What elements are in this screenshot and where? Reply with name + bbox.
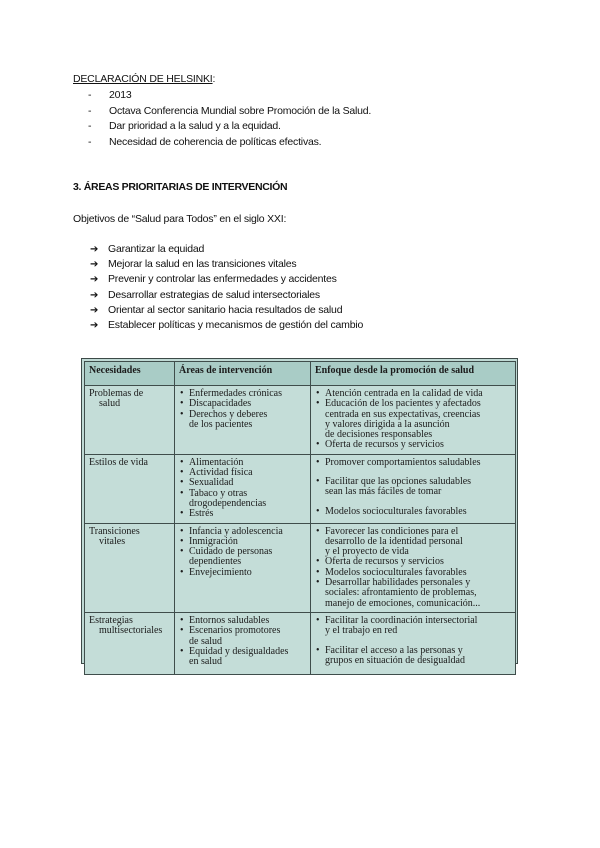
focus-cell xyxy=(311,454,516,523)
cell-line: • Sexualidad xyxy=(179,478,306,488)
cell-line: drogodependencias xyxy=(189,497,267,509)
cell-line: en salud xyxy=(189,656,223,668)
cell-line: multisectoriales xyxy=(99,625,163,637)
cell-line: • Promover comportamientos saludables xyxy=(315,458,511,468)
cell-line: • Envejecimiento xyxy=(179,568,306,578)
cell-line: • Cuidado de personas xyxy=(179,547,306,557)
cell-line: • Entornos saludables xyxy=(179,616,306,626)
cell-line: • Tabaco y otras xyxy=(179,489,306,499)
header-areas: Áreas de intervención xyxy=(175,362,311,386)
section-title: 3. ÁREAS PRIORITARIAS DE INTERVENCIÓN xyxy=(73,181,288,193)
list-item-text: Orientar al sector sanitario hacia resultados de salud xyxy=(108,303,343,316)
cell-line: de salud xyxy=(189,635,223,647)
needs-cell xyxy=(85,612,175,674)
focus-cell xyxy=(311,612,516,674)
cell-line: • Estrés xyxy=(179,509,306,519)
cell-line: • Equidad y desigualdades xyxy=(179,647,306,657)
intervention-table xyxy=(84,361,516,675)
list-item xyxy=(88,119,371,135)
objectives-intro: Objetivos de “Salud para Todos” en el siglo XXI: xyxy=(73,213,287,225)
cell-line: • Escenarios promotores xyxy=(179,626,306,636)
list-item-text: Garantizar la equidad xyxy=(108,243,205,255)
list-item xyxy=(88,135,371,151)
areas-cell xyxy=(175,386,311,455)
cell-line: • Inmigración xyxy=(179,537,306,547)
cell-line: manejo de emociones, comunicación... xyxy=(325,597,481,609)
dash-bullet: - xyxy=(88,89,92,101)
cell-line: sean las más fáciles de tomar xyxy=(325,486,442,498)
areas-cell xyxy=(175,612,311,674)
needs-cell xyxy=(85,523,175,612)
areas-cell xyxy=(175,523,311,612)
cell-line: desarrollo de la identidad personal xyxy=(325,535,463,547)
declaration-heading-colon: : xyxy=(212,73,216,85)
cell-line: sociales: afrontamiento de problemas, xyxy=(325,587,477,599)
cell-line: salud xyxy=(99,398,121,410)
list-item xyxy=(90,303,363,318)
cell-line: Estrategias xyxy=(89,614,133,626)
list-item xyxy=(90,272,363,287)
header-focus: Enfoque desde la promoción de salud xyxy=(311,362,516,386)
focus-cell xyxy=(311,386,516,455)
dash-bullet: - xyxy=(88,135,92,148)
list-item-text: Mejorar la salud en las transiciones vitales xyxy=(108,258,297,271)
cell-line: centrada en sus expectativas, creencias xyxy=(325,408,481,420)
cell-line: dependientes xyxy=(189,556,242,568)
cell-line: • Facilitar que las opciones saludables xyxy=(315,477,511,487)
arrow-right-icon: ➔ xyxy=(90,289,99,301)
declaration-list xyxy=(88,88,371,150)
cell-line: • Facilitar la coordinación intersectorial xyxy=(315,616,511,626)
cell-line: de decisiones responsables xyxy=(325,429,433,441)
cell-line: • Favorecer las condiciones para el xyxy=(315,527,511,537)
needs-cell xyxy=(85,454,175,523)
table-row xyxy=(85,612,516,674)
cell-line: • Discapacidades xyxy=(179,399,306,409)
declaration-heading-text: DECLARACIÓN DE HELSINKI xyxy=(73,73,213,85)
arrow-right-icon: ➔ xyxy=(90,244,99,255)
intervention-table-figure xyxy=(81,358,518,668)
cell-line: de los pacientes xyxy=(189,418,253,430)
areas-cell xyxy=(175,454,311,523)
cell-line: • Modelos socioculturales favorables xyxy=(315,507,511,517)
cell-line: vitales xyxy=(99,535,126,547)
table-row xyxy=(85,454,516,523)
list-item-text: Prevenir y controlar las enfermedades y accidentes xyxy=(108,273,337,286)
list-item-text: Establecer políticas y mecanismos de gestión del cambio xyxy=(108,318,364,331)
cell-line: • Desarrollar habilidades personales y xyxy=(315,578,511,588)
needs-cell xyxy=(85,386,175,455)
arrow-right-icon: ➔ xyxy=(90,304,99,316)
list-item xyxy=(88,104,371,120)
list-item-text: Dar prioridad a la salud y a la equidad. xyxy=(109,120,281,132)
cell-line: y valores dirigida a la asunción xyxy=(325,418,450,430)
list-item xyxy=(90,242,363,257)
table-header-row xyxy=(85,362,516,386)
cell-line: • Enfermedades crónicas xyxy=(179,389,306,399)
cell-line: • Infancia y adolescencia xyxy=(179,527,306,537)
list-item-text: Necesidad de coherencia de políticas efectivas. xyxy=(109,135,322,148)
list-item xyxy=(90,318,363,333)
cell-line: • Actividad física xyxy=(179,468,306,478)
cell-line: • Derechos y deberes xyxy=(179,410,306,420)
list-item-text: Desarrollar estrategias de salud intersectoriales xyxy=(108,288,320,301)
table-row xyxy=(85,523,516,612)
objectives-list xyxy=(90,242,363,333)
list-item-text: 2013 xyxy=(109,89,132,101)
header-needs: Necesidades xyxy=(85,362,175,386)
declaration-heading xyxy=(73,73,215,85)
list-item xyxy=(90,288,363,303)
cell-line: • Facilitar el acceso a las personas y xyxy=(315,646,511,656)
cell-line: y el proyecto de vida xyxy=(325,546,409,558)
cell-line: • Atención centrada en la calidad de vida xyxy=(315,389,511,399)
cell-line: • Oferta de recursos y servicios xyxy=(315,557,511,567)
arrow-right-icon: ➔ xyxy=(90,259,99,271)
dash-bullet: - xyxy=(88,104,92,117)
cell-line: • Modelos socioculturales favorables xyxy=(315,568,511,578)
cell-line: Problemas de xyxy=(89,388,144,399)
list-item xyxy=(90,257,363,272)
cell-line: grupos en situación de desigualdad xyxy=(325,654,465,666)
cell-line: • Alimentación xyxy=(179,458,306,468)
cell-line: • Educación de los pacientes y afectados xyxy=(315,399,511,409)
arrow-right-icon: ➔ xyxy=(90,274,99,286)
list-item-text: Octava Conferencia Mundial sobre Promoción de la Salud. xyxy=(109,104,372,117)
cell-line: • Oferta de recursos y servicios xyxy=(315,440,511,450)
focus-cell xyxy=(311,523,516,612)
dash-bullet: - xyxy=(88,120,92,132)
cell-line: Estilos de vida xyxy=(89,456,148,468)
arrow-right-icon: ➔ xyxy=(90,319,99,331)
table-row xyxy=(85,386,516,455)
cell-line: Transiciones xyxy=(89,525,140,537)
cell-line: y el trabajo en red xyxy=(325,625,398,637)
list-item xyxy=(88,88,371,104)
